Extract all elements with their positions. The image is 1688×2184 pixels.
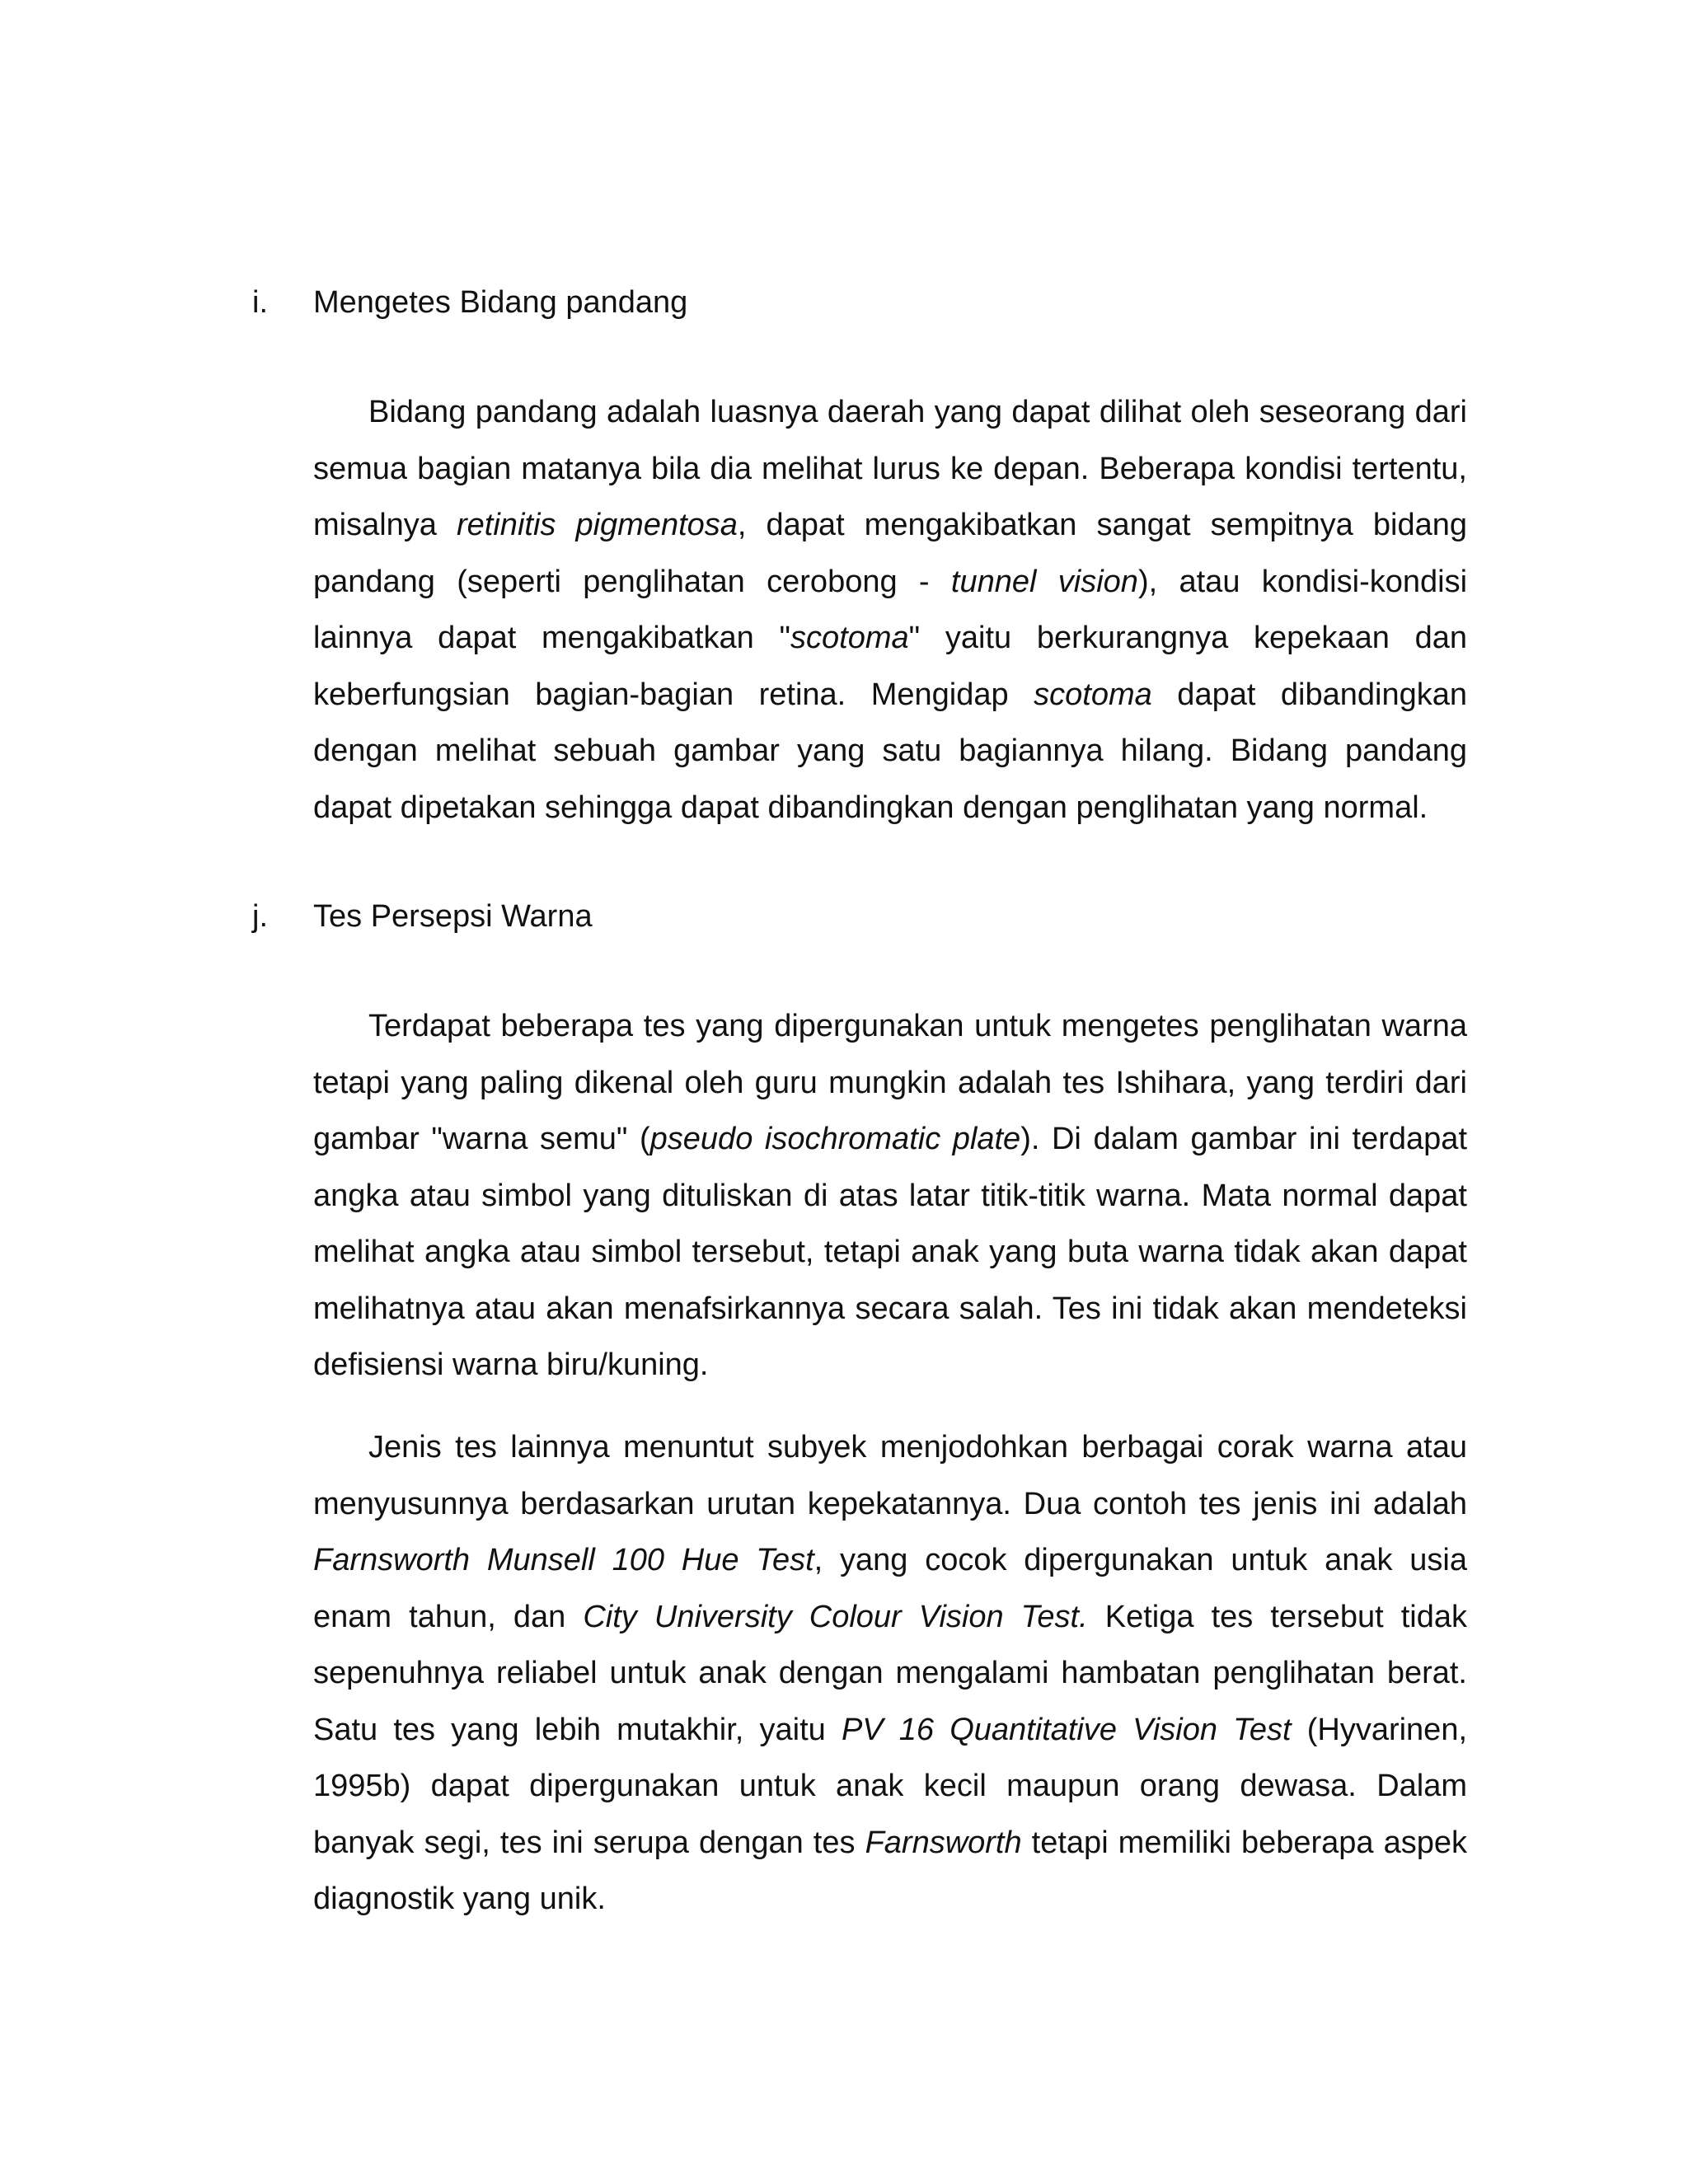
italic-term: PV 16 Quantitative Vision Test [841, 1712, 1292, 1747]
list-marker: i. [252, 285, 268, 320]
section-heading [0, 274, 1688, 331]
italic-term: City University Colour Vision Test. [583, 1599, 1088, 1634]
section-heading [0, 888, 1688, 945]
italic-term: scotoma [790, 621, 909, 655]
italic-term: Farnsworth [865, 1825, 1022, 1860]
body-paragraph: Jenis tes lainnya menuntut subyek menjodohkan berbagai corak warna atau menyusunnya berdasarkan urutan kepekatannya. Dua contoh tes jenis ini adalah Farnsworth Munsell 100 Hue Test, yang cocok dipergunakan untuk anak usia enam tahun, dan City University Colour Vision Test. Ketiga tes tersebut tidak sepenuhnya reliabel untuk anak dengan mengalami hambatan penglihatan berat. Satu tes yang lebih mutakhir, yaitu PV 16 Quantitative Vision Test (Hyvarinen, 1995b) dapat dipergunakan untuk anak kecil maupun orang dewasa. Dalam banyak segi, tes ini serupa dengan tes Farnsworth tetapi memiliki beberapa aspek diagnostik yang unik. [313, 1430, 1468, 1916]
section-i [0, 274, 1688, 825]
body-paragraph: Terdapat beberapa tes yang dipergunakan untuk mengetes penglihatan warna tetapi yang paling dikenal oleh guru mungkin adalah tes Ishihara, yang terdiri dari gambar "warna semu" (pseudo isochromatic plate). Di dalam gambar ini terdapat angka atau simbol yang dituliskan di atas latar titik-titik warna. Mata normal dapat melihat angka atau simbol tersebut, tetapi anak yang buta warna tidak akan dapat melihatnya atau akan menafsirkannya secara salah. Tes ini tidak akan mendeteksi defisiensi warna biru/kuning. [313, 1009, 1467, 1382]
section-title: Tes Persepsi Warna [313, 899, 593, 934]
italic-term: retinitis pigmentosa [457, 508, 738, 542]
italic-term: scotoma [1034, 677, 1152, 712]
body-paragraph: Bidang pandang adalah luasnya daerah yang dapat dilihat oleh seseorang dari semua bagian matanya bila dia melihat lurus ke depan. Beberapa kondisi tertentu, misalnya retinitis pigmentosa, dapat mengakibatkan sangat sempitnya bidang pandang (seperti penglihatan cerobong - tunnel vision), atau kondisi-kondisi lainnya dapat mengakibatkan "scotoma" yaitu berkurangnya kepekaan dan keberfungsian bagian-bagian retina. Mengidap scotoma dapat dibandingkan dengan melihat sebuah gambar yang satu bagiannya hilang. Bidang pandang dapat dipetakan sehingga dapat dibandingkan dengan penglihatan yang normal. [313, 395, 1468, 825]
section-title: Mengetes Bidang pandang [313, 285, 688, 320]
italic-term: tunnel vision [950, 564, 1138, 599]
italic-term: pseudo isochromatic plate [649, 1122, 1021, 1156]
list-marker: j. [252, 899, 268, 934]
section-j [0, 888, 1688, 1916]
italic-term: Farnsworth Munsell 100 Hue Test [313, 1543, 814, 1577]
